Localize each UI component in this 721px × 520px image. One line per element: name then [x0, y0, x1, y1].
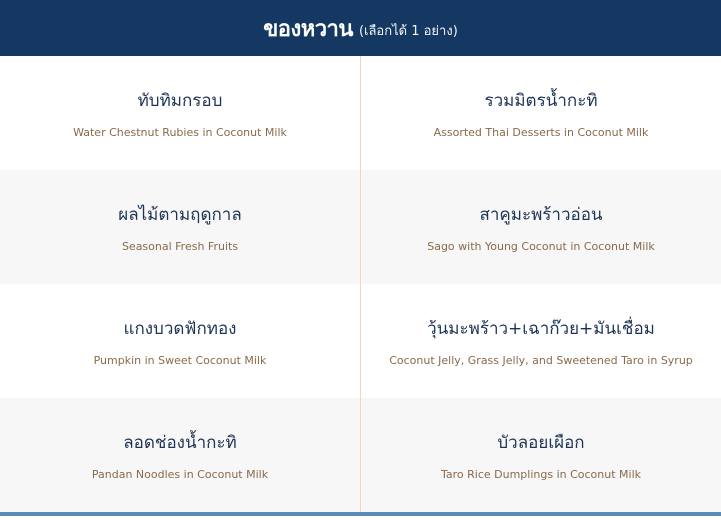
item-thai-name: แกงบวดฟักทอง [123, 319, 237, 339]
item-english-name: Sago with Young Coconut in Coconut Milk [427, 240, 655, 253]
menu-item[interactable] [361, 284, 721, 398]
menu-item[interactable] [0, 56, 361, 170]
item-english-name: Pumpkin in Sweet Coconut Milk [93, 354, 267, 367]
item-english-name: Water Chestnut Rubies in Coconut Milk [73, 126, 287, 139]
menu-item[interactable] [0, 284, 361, 398]
item-thai-name: บัวลอยเผือก [497, 433, 585, 453]
item-english-name: Taro Rice Dumplings in Coconut Milk [440, 468, 642, 481]
menu-item[interactable] [361, 398, 721, 512]
item-english-name: Assorted Thai Desserts in Coconut Milk [433, 126, 649, 139]
item-english-name: Coconut Jelly, Grass Jelly, and Sweetened Taro in Syrup [389, 354, 693, 367]
item-thai-name: ผลไม้ตามฤดูกาล [118, 205, 242, 225]
item-thai-name: รวมมิตรน้ำกะทิ [484, 91, 598, 111]
menu-item[interactable] [0, 398, 361, 512]
section-title: ของหวาน [263, 16, 353, 42]
item-english-name: Pandan Noodles in Coconut Milk [91, 468, 269, 481]
menu-item[interactable] [361, 170, 721, 284]
item-thai-name: สาคูมะพร้าวอ่อน [479, 205, 603, 225]
section-header [0, 0, 721, 56]
menu-item[interactable] [0, 170, 361, 284]
item-english-name: Seasonal Fresh Fruits [121, 240, 239, 253]
bottom-accent-bar [0, 512, 721, 516]
item-thai-name: ทับทิมกรอบ [137, 91, 223, 111]
section-subtitle: (เลือกได้ 1 อย่าง) [358, 23, 458, 39]
dessert-grid [0, 56, 721, 512]
menu-item[interactable] [361, 56, 721, 170]
item-thai-name: ลอดช่องน้ำกะทิ [123, 433, 237, 453]
item-thai-name: วุ้นมะพร้าว+เฉาก๊วย+มันเชื่อม [427, 319, 655, 339]
